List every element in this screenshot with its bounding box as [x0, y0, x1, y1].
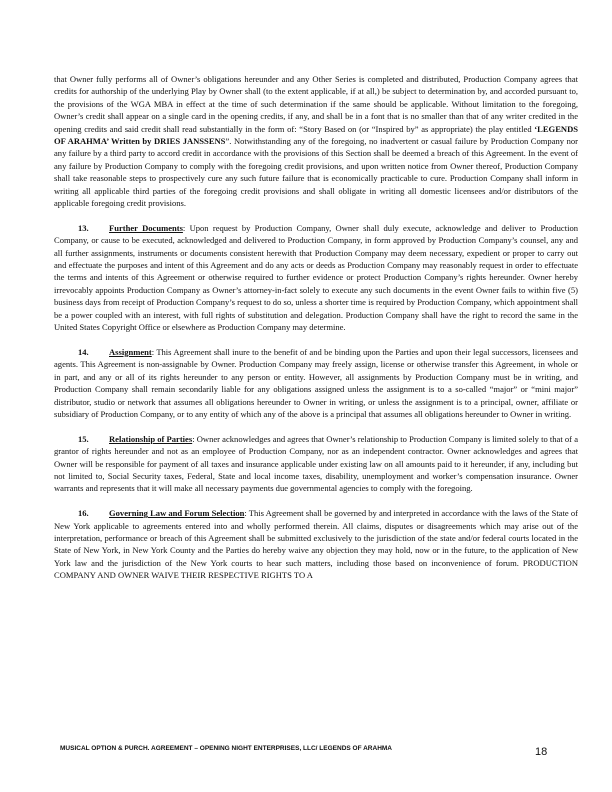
section-body: : This Agreement shall be governed by and interpreted in accordance with the laws of the State of New York applicable to agreements entered into and wholly performed therein. All claims, disputes or disagreements which may arise out of the interpretation, performance or breach of this Agreement shall be submitted exclusively to the jurisdiction of the state and/or federal courts located in the State of New York, in New York County and the Parties do hereby waive any objection they may hold, now or in the future, to the application of New York law and the jurisdiction of the New York courts to hear such matters, including those based on inconvenience of forum. PRODUCTION COMPANY AND OWNER WAIVE THEIR RESPECTIVE RIGHTS TO A — [54, 508, 578, 581]
section-heading: Relationship of Parties — [109, 433, 193, 444]
continuation-text-2: ”. Notwithstanding any of the foregoing, no inadvertent or casual failure by Production Company nor any failure by a third party to accord credit in accordance with the provisions of this Section shall be deemed a breach of this Agreement. In the event of any failure by Production Company to comply with the foregoing credit provisions, and upon written notice from Owner thereof, Production Company shall take reasonable steps to prospectively cure any such future failure that is economically practicable to cure. Production Company shall inform in writing all applicable third parties of the foregoing credit provisions and shall obligate in writing all domestic licensees and/or distributors of the applicable foregoing credit provisions. — [54, 136, 579, 209]
section-number: 14. — [78, 346, 89, 357]
section-heading: Governing Law and Forum Selection — [109, 508, 245, 519]
section-assignment — [54, 346, 578, 420]
continuation-text-1: that Owner fully performs all of Owner’s obligations hereunder and any Other Series is completed and distributed, Production Company agrees that credits for authorship of the underlying Play by Owner shall (to the extent applicable, if at all,) be subject to determination by, and accorded pursuant to, the provisions of the WGA MBA in effect at the time of such determination if the same should be applicable. Without limitation to the foregoing, Owner’s credit shall appear on a single card in the opening credits, if any, and shall be in a font that is no smaller than that of any writer credited in the opening credits and said credit shall read substantially in the form of: “Story Based on (or “Inspired by” as appropriate) the play entitled — [54, 74, 578, 134]
page-footer: MUSICAL OPTION & PURCH. AGREEMENT – OPENING NIGHT ENTERPRISES, LLC/ LEGENDS OF ARAHMA — [60, 745, 393, 752]
page-number: 18 — [535, 746, 548, 758]
section-body: : This Agreement shall inure to the benefit of and be binding upon the Parties and upon their legal successors, licensees and agents. This Agreement is non-assignable by Owner. Production Company may freely assign, license or otherwise transfer this Agreement, in whole or in part, and any or all of its rights hereunder to any person or entity. However, all assignments by Production Company must be in writing, and Production Company shall remain secondarily liable for any obligations assigned unless the assignment is to a so-called “major” or “mini major” distributor, studio or network that assumes all obligations hereunder to Owner in writing, or unless the assignment is to a principal, owner, affiliate or subsidiary of Production Company, or to any entity of which any of the above is a principal that assumes all obligations hereunder to Owner in writing. — [54, 346, 578, 419]
section-heading: Further Documents — [109, 222, 183, 233]
section-governing-law — [54, 507, 578, 581]
section-number: 15. — [78, 433, 89, 444]
section-further-documents — [54, 222, 578, 334]
section-heading: Assignment — [109, 346, 152, 357]
credit-title: ‘LEGENDS OF ARAHMA’ Written by DRIES JANSSENS — [54, 123, 578, 147]
section-number: 13. — [78, 222, 89, 233]
section-number: 16. — [78, 508, 89, 519]
continuation-paragraph — [54, 73, 578, 209]
section-body: : Owner acknowledges and agrees that Owner’s relationship to Production Company is limited solely to that of a grantor of rights hereunder and not as an employee of Production Company, nor as an independent contractor. Owner acknowledges and agrees that Owner will be responsible for payment of all taxes and insurance applicable under existing law on all amounts paid to it hereunder, if any, including but not limited to, Social Security taxes, Federal, State and local income taxes, disability, unemployment and worker’s compensation insurance. Owner warrants and represents that it will make all necessary payments due governmental agencies to comply with the foregoing. — [54, 433, 578, 494]
document-body — [54, 73, 578, 594]
section-body: : Upon request by Production Company, Owner shall duly execute, acknowledge and deliver to Production Company, or cause to be executed, acknowledged and delivered to Production Company, in form approved by Production Company’s counsel, any and all further assignments, instruments or documents consistent herewith that Production Company may deem necessary, expedient or proper to carry out and effectuate the purposes and intent of this Agreement and do any acts or deeds as Production Company may reasonably request in order to effectuate the terms and intents of this Agreement or otherwise required to further evidence or protect Production Company’s rights hereunder. Owner hereby irrevocably appoints Production Company as Owner’s attorney-in-fact solely to execute any such documents in the event Owner fails to within five (5) business days from receipt of Production Company’s request to do so, unless a shorter time is required by Production Company, which appointment shall be a power coupled with an interest, with full rights of substitution and delegation. Production Company shall have the right to record the same in the United States Copyright Office or elsewhere as Production Company may determine. — [54, 222, 578, 333]
section-relationship-of-parties — [54, 433, 578, 495]
